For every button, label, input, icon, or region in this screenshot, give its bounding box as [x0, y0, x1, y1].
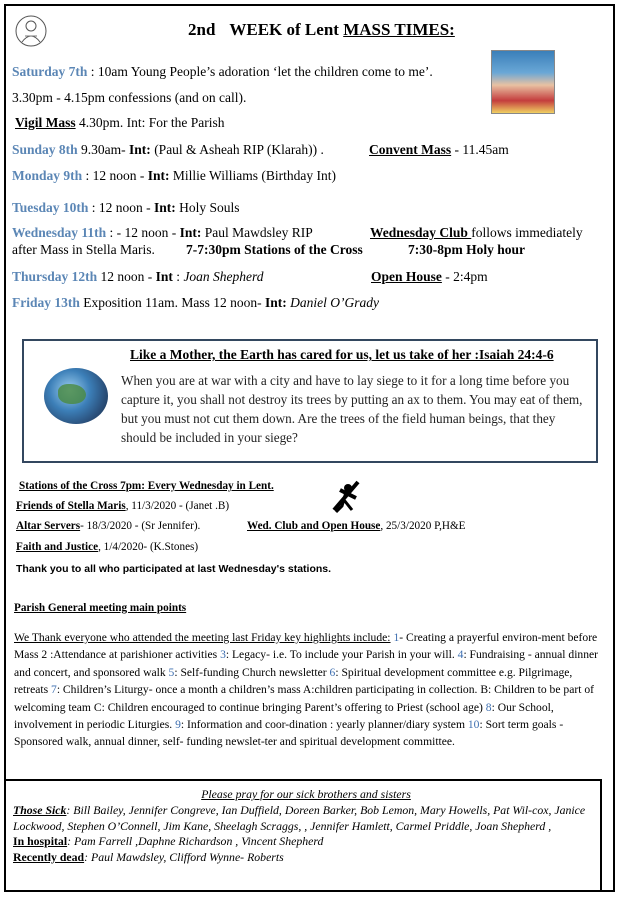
wed-club-open-house-label: Wed. Club and Open House: [247, 520, 381, 532]
friday-int-label: Int:: [265, 295, 287, 310]
parish-logo-icon: [14, 14, 48, 48]
point-text: : Our School, involvement in periodic Liturgies.: [14, 700, 554, 732]
wednesday-line: [12, 225, 313, 241]
friday-line: [12, 295, 379, 311]
thursday-int-label: Int: [155, 269, 173, 284]
stations-time-text: 7-7:30pm Stations of the Cross: [186, 242, 363, 257]
point-text: : Children’s Liturgy- once a month a children’s mass A:children participating in collection. B: Children to be part of welcoming team C: Children encouraged to continue bringing Parent’s offering to Priest (school age): [14, 683, 594, 714]
meeting-intro: We Thank everyone who attended the meeting last Friday key highlights include:: [14, 631, 391, 644]
point-number: 6: [329, 665, 336, 679]
tuesday-intention: Holy Souls: [175, 200, 240, 215]
faith-justice-line: [16, 541, 198, 553]
stations-heading: [19, 480, 274, 492]
saturday-day: Saturday 7th: [12, 64, 88, 79]
sick-names: : Bill Bailey, Jennifer Congreve, Ian Duffield, Doreen Barker, Bob Lemon, Mary Howells, Pat Wil-cox, Janice Lockwood, Stephen O’Connell, Jim Kane, Sheelagh Scraggs, , Jennifer Hamlett, Carmel Priddle, Joan Shepherd ,: [13, 802, 586, 833]
monday-day: Monday 9th: [12, 168, 83, 183]
faith-justice-label: Faith and Justice: [16, 541, 99, 553]
earth-globe-image: [44, 368, 108, 424]
hospital-list: [13, 834, 599, 850]
vigil-label: Vigil Mass: [15, 115, 76, 130]
tuesday-line: [12, 200, 240, 216]
sunday-int-label: Int:: [129, 142, 151, 157]
wednesday-day: Wednesday 11th: [12, 225, 107, 240]
tuesday-int-label: Int:: [154, 200, 176, 215]
scripture-heading: Like a Mother, the Earth has cared for us, let us take of her :Isaiah 24:4-6: [130, 347, 554, 362]
meeting-points: [14, 629, 606, 751]
thursday-sep: :: [172, 269, 184, 284]
friday-intention: Daniel O’Grady: [286, 295, 380, 310]
hospital-label: In hospital: [13, 834, 68, 849]
holy-hour-text: 7:30-8pm Holy hour: [408, 242, 526, 257]
point-text: : Fundraising - annual dinner and concert, and sponsored walk: [14, 648, 599, 679]
vigil-line: [15, 115, 225, 131]
point-text: : Legacy- i.e. To include your Parish in your will.: [225, 648, 458, 662]
wednesday-club-line: [370, 225, 583, 241]
thursday-time: 12 noon -: [97, 269, 156, 284]
point-text: : Sort term goals - Sponsored walk, annual dinner, self- funding newslet-ter and spiritual development committee.: [14, 718, 564, 749]
wed-club-open-house-text: , 25/3/2020 P,H&E: [380, 520, 466, 532]
thanks-line: Thank you to all who participated at last Wednesday's stations.: [16, 563, 332, 575]
point-text: : Self-funding Church newsletter: [174, 665, 330, 679]
recently-dead-names: : Paul Mawdsley, Clifford Wynne- Roberts: [84, 850, 284, 865]
friday-day: Friday 13th: [12, 295, 80, 310]
confessions-line: 3.30pm - 4.15pm confessions (and on call).: [12, 90, 247, 105]
mary-children-image: [491, 50, 555, 114]
open-house-label: Open House: [371, 269, 442, 284]
page-title: [188, 20, 455, 40]
point-number: 9: [175, 718, 181, 732]
title-week-label: WEEK of Lent: [229, 20, 339, 39]
wednesday-club-text: follows immediately: [471, 225, 583, 240]
holy-hour: [408, 242, 525, 258]
monday-int-label: Int:: [147, 168, 170, 183]
title-week-number: 2nd: [188, 20, 216, 39]
sick-list: [13, 803, 599, 835]
point-number: 3: [220, 648, 226, 662]
convent-mass-time: - 11.45am: [451, 142, 509, 157]
wednesday-after-mass: after Mass in Stella Maris.: [12, 242, 155, 257]
wednesday-time: : - 12 noon -: [106, 225, 180, 240]
point-number: 10: [467, 718, 480, 732]
cross-bearer-icon: [326, 476, 368, 514]
hospital-names: : Pam Farrell ,Daphne Richardson , Vincent Shepherd: [67, 834, 324, 849]
friends-text: , 11/3/2020 - (Janet .B): [125, 500, 230, 512]
prayer-list: [13, 787, 599, 866]
saturday-text: : 10am Young People’s adoration ‘let the children come to me’.: [87, 64, 433, 79]
tuesday-day: Tuesday 10th: [12, 200, 89, 215]
friends-label: Friends of Stella Maris: [16, 500, 126, 512]
scripture-text: When you are at war with a city and have to lay siege to it for a long time before you capture it, you shall not destroy its trees by putting an ax to them. You may eat of them, but you must not cut them down. Are the trees of the field human beings, that they should be included in your siege?: [121, 373, 583, 445]
point-number: 4: [457, 648, 464, 662]
altar-servers-text: - 18/3/2020 - (Sr Jennifer).: [80, 520, 201, 532]
sunday-intention: (Paul & Asheah RIP (Klarah)) .: [150, 142, 324, 157]
monday-time: : 12 noon -: [82, 168, 148, 183]
sick-label: Those Sick: [13, 802, 67, 817]
prayer-heading-text: Please pray for our sick brothers and sisters: [201, 787, 411, 801]
sunday-day: Sunday 8th: [12, 142, 78, 157]
vigil-text: 4.30pm. Int: For the Parish: [75, 115, 225, 130]
point-text: : Information and coor-dination : yearly planner/diary system: [180, 718, 468, 732]
point-text: - Creating a prayerful environ-ment before Mass 2 :Attendance at parishioner activities: [14, 631, 598, 662]
thursday-line: [12, 269, 264, 285]
altar-servers-line: [16, 520, 200, 532]
meeting-heading-text: Parish General meeting main points: [14, 602, 187, 614]
point-text: : Spiritual development committee e.g. Pilgrimage, retreats: [14, 665, 573, 697]
monday-intention: Millie Williams (Birthday Int): [169, 168, 336, 183]
saturday-line: [12, 64, 433, 80]
recently-dead-list: [13, 850, 599, 866]
open-house-time: - 2:4pm: [441, 269, 488, 284]
monday-line: [12, 168, 336, 184]
wed-club-open-house-line: [247, 520, 466, 532]
point-number: 5: [168, 665, 175, 679]
stations-time: [186, 242, 363, 258]
recently-dead-label: Recently dead: [13, 850, 85, 865]
stations-heading-text: Stations of the Cross 7pm: Every Wednesday in Lent.: [19, 480, 274, 492]
tuesday-time: : 12 noon -: [88, 200, 155, 215]
meeting-heading: [14, 602, 186, 614]
prayer-box: [6, 779, 602, 890]
sunday-time: 9.30am-: [77, 142, 130, 157]
sunday-line: [12, 142, 324, 158]
convent-mass-label: Convent Mass: [369, 142, 452, 157]
faith-justice-text: , 1/4/2020- (K.Stones): [98, 541, 199, 553]
thursday-intention: Joan Shepherd: [183, 269, 264, 284]
point-number: 1: [393, 631, 400, 644]
point-number: 8: [485, 700, 492, 714]
convent-mass-line: [369, 142, 509, 158]
wednesday-intention: Paul Mawdsley RIP: [201, 225, 313, 240]
thursday-day: Thursday 12th: [12, 269, 98, 284]
scripture-box: [22, 339, 598, 463]
title-mass-times: MASS TIMES:: [343, 20, 455, 39]
friends-line: [16, 500, 229, 512]
altar-servers-label: Altar Servers: [16, 520, 81, 532]
prayer-heading: [13, 787, 599, 803]
wednesday-line-2: [12, 242, 155, 258]
friday-time: Exposition 11am. Mass 12 noon-: [79, 295, 266, 310]
point-number: 7: [51, 683, 57, 697]
open-house-line: [371, 269, 488, 285]
wednesday-int-label: Int:: [179, 225, 202, 240]
wednesday-club-label: Wednesday Club: [370, 225, 472, 240]
